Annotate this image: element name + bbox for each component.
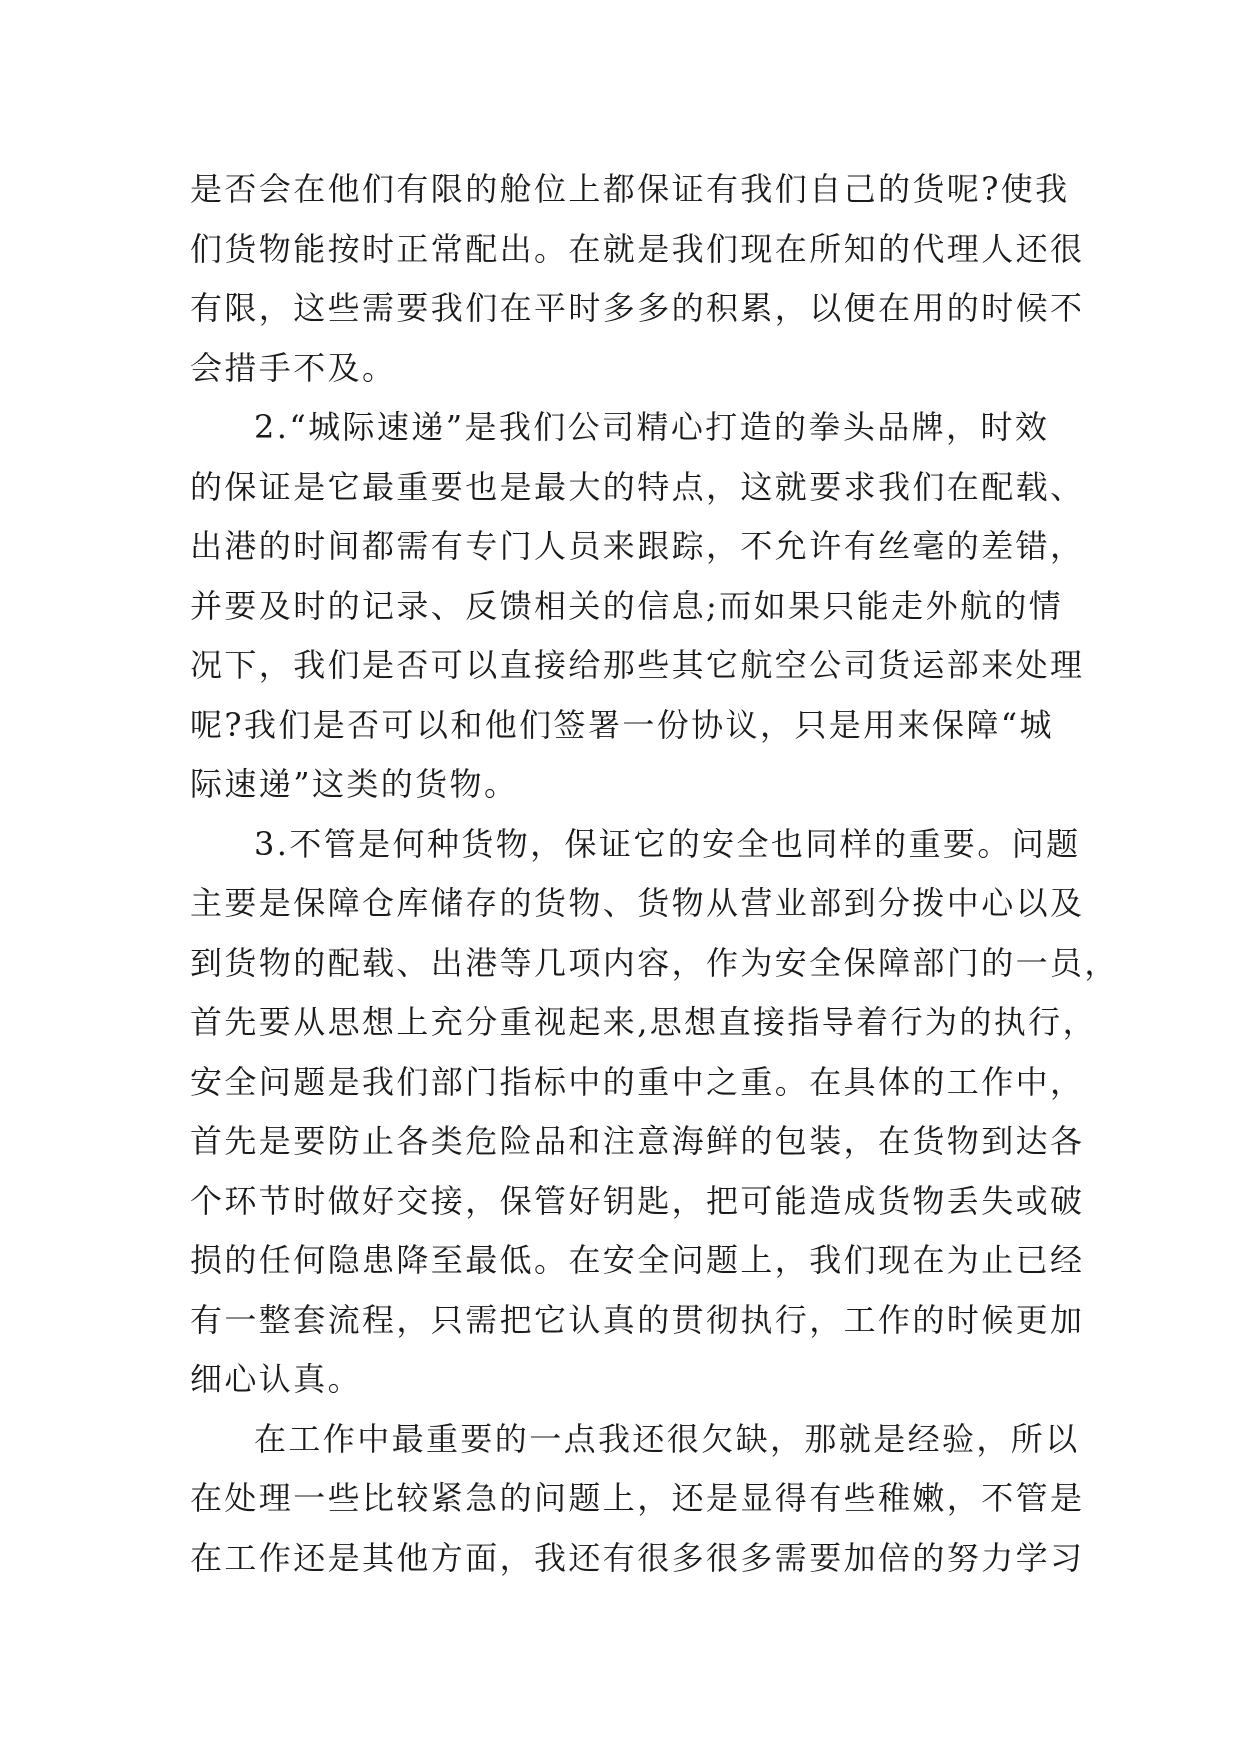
text-line: 有限，这些需要我们在平时多多的积累，以便在用的时候不 [190,289,1085,327]
paragraph-start-line: 在工作中最重要的一点我还很欠缺，那就是经验，所以 [254,1419,1080,1458]
text-line: 首先是要防止各类危险品和注意海鲜的包装，在货物到达各 [190,1122,1085,1160]
paragraph-start-line: 2.“城际速递”是我们公司精心打造的拳头品牌，时效 [254,408,1050,446]
text-line: 会措手不及。 [190,348,397,387]
text-line: 呢?我们是否可以和他们签署一份协议，只是用来保障“城 [190,705,1054,744]
text-line: 到货物的配载、出港等几项内容，作为安全保障部门的一员， [190,943,1119,982]
text-line: 细心认真。 [190,1360,363,1398]
text-line: 在工作还是其他方面，我还有很多很多需要加倍的努力学习 [190,1538,1085,1577]
text-line: 有一整套流程，只需把它认真的贯彻执行，工作的时候更加 [190,1300,1085,1339]
text-line: 主要是保障仓库储存的货物、货物从营业部到分拨中心以及 [190,884,1085,922]
text-line: 际速递”这类的货物。 [190,765,519,803]
body-text [190,160,1119,1588]
text-line: 首先要从思想上充分重视起来,思想直接指导着行为的执行， [190,1003,1097,1041]
paragraph-start-line: 3.不管是何种货物，保证它的安全也同样的重要。问题 [254,824,1081,863]
text-line: 是否会在他们有限的舱位上都保证有我们自己的货呢?使我 [190,170,1070,208]
text-line: 出港的时间都需有专门人员来跟踪，不允许有丝毫的差错， [190,527,1085,565]
text-line: 个环节时做好交接，保管好钥匙，把可能造成货物丢失或破 [190,1181,1085,1220]
text-line: 损的任何隐患降至最低。在安全问题上，我们现在为止已经 [190,1241,1085,1279]
text-line: 在处理一些比较紧急的问题上，还是显得有些稚嫩，不管是 [190,1479,1085,1517]
text-line: 的保证是它最重要也是最大的特点，这就要求我们在配载、 [190,467,1085,506]
text-line: 况下，我们是否可以直接给那些其它航空公司货运部来处理 [190,646,1085,684]
text-line: 们货物能按时正常配出。在就是我们现在所知的代理人还很 [190,229,1085,268]
text-line: 安全问题是我们部门指标中的重中之重。在具体的工作中， [190,1062,1085,1101]
text-line: 并要及时的记录、反馈相关的信息;而如果只能走外航的情 [190,586,1064,625]
